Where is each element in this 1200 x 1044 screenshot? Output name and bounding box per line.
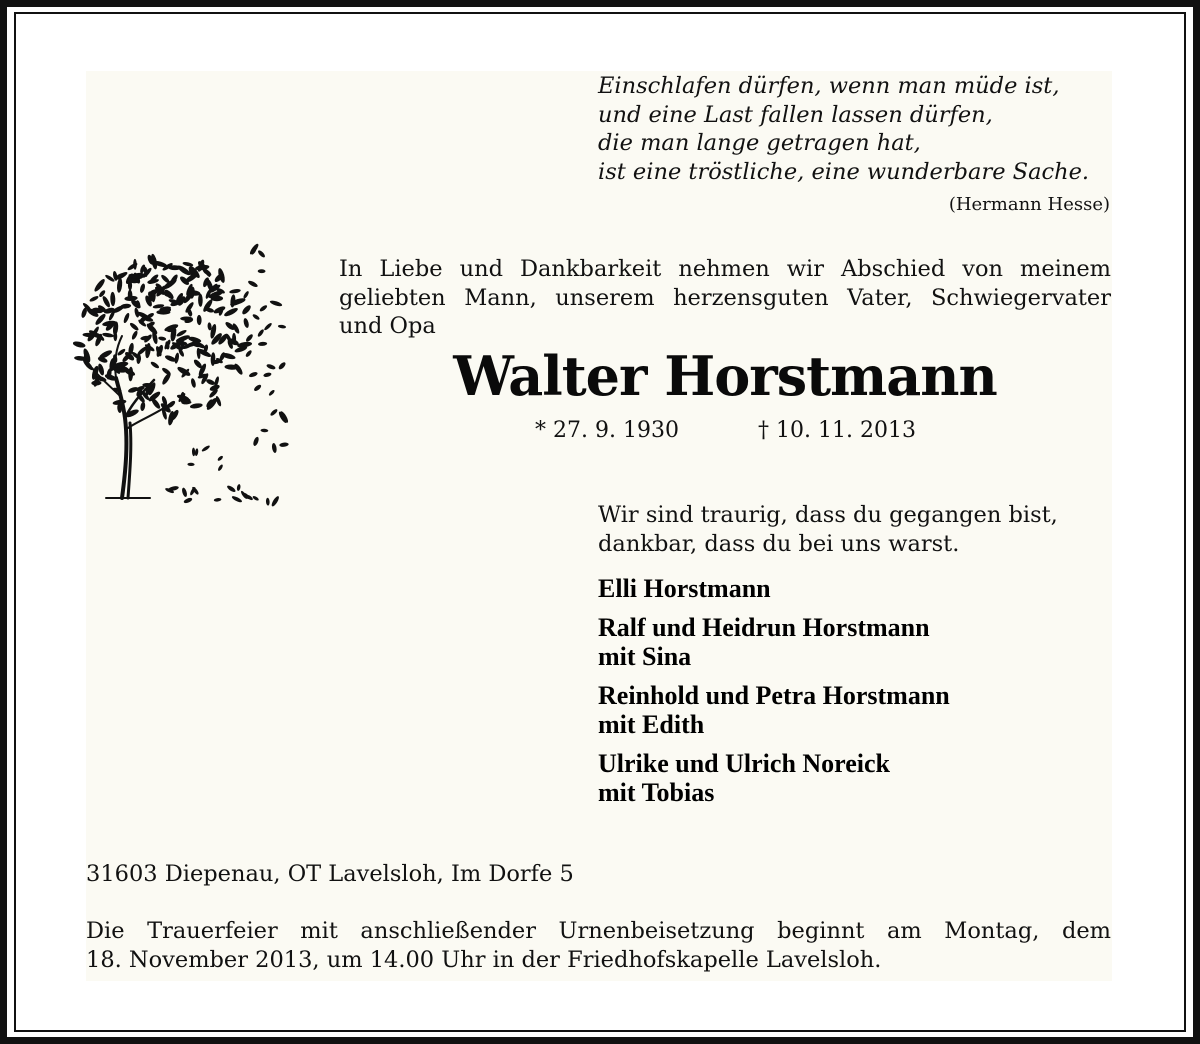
quote-line: ist eine tröstliche, eine wunderbare Sache. [598, 158, 1090, 185]
address: 31603 Diepenau, OT Lavelsloh, Im Dorfe 5 [86, 861, 574, 887]
quote-author: (Hermann Hesse) [948, 194, 1110, 215]
quote-line: die man lange getragen hat, [598, 130, 921, 156]
death-date: † 10. 11. 2013 [758, 418, 916, 443]
family-name: Elli Horstmann [598, 574, 771, 603]
family-entry [598, 749, 1118, 807]
family-child: mit Sina [598, 642, 692, 671]
intro-line: geliebten Mann, unserem herzensguten Vater, Schwiegervater [339, 284, 1111, 311]
intro-line: und Opa [339, 313, 436, 339]
quote-line: und eine Last fallen lassen dürfen, [598, 101, 993, 128]
service-info [86, 917, 1111, 974]
intro-line: In Liebe und Dankbarkeit nehmen wir Abschied von meinem [339, 256, 1111, 282]
farewell-line: dankbar, dass du bei uns warst. [598, 530, 960, 557]
family-child: mit Edith [598, 710, 705, 739]
family-list [598, 574, 1118, 817]
family-name: Ulrike und Ulrich Noreick [598, 749, 891, 778]
birth-date: * 27. 9. 1930 [535, 418, 679, 443]
farewell-line: Wir sind traurig, dass du gegangen bist, [598, 502, 1058, 528]
service-line: 18. November 2013, um 14.00 Uhr in der Friedhofskapelle Lavelsloh. [86, 946, 882, 973]
family-name: Ralf und Heidrun Horstmann [598, 613, 930, 642]
hesse-quote [598, 72, 1118, 186]
family-entry [598, 613, 1118, 671]
quote-line: Einschlafen dürfen, wenn man müde ist, [598, 73, 1060, 99]
deceased-name: Walter Horstmann [453, 344, 997, 408]
service-line: Die Trauerfeier mit anschließender Urnenbeisetzung beginnt am Montag, dem [86, 918, 1111, 944]
family-name: Reinhold und Petra Horstmann [598, 681, 950, 710]
family-entry [598, 681, 1118, 739]
family-child: mit Tobias [598, 778, 715, 807]
intro-text [339, 255, 1111, 341]
farewell-text [598, 501, 1118, 558]
windswept-tree-icon [70, 228, 290, 518]
family-entry [598, 574, 1118, 603]
